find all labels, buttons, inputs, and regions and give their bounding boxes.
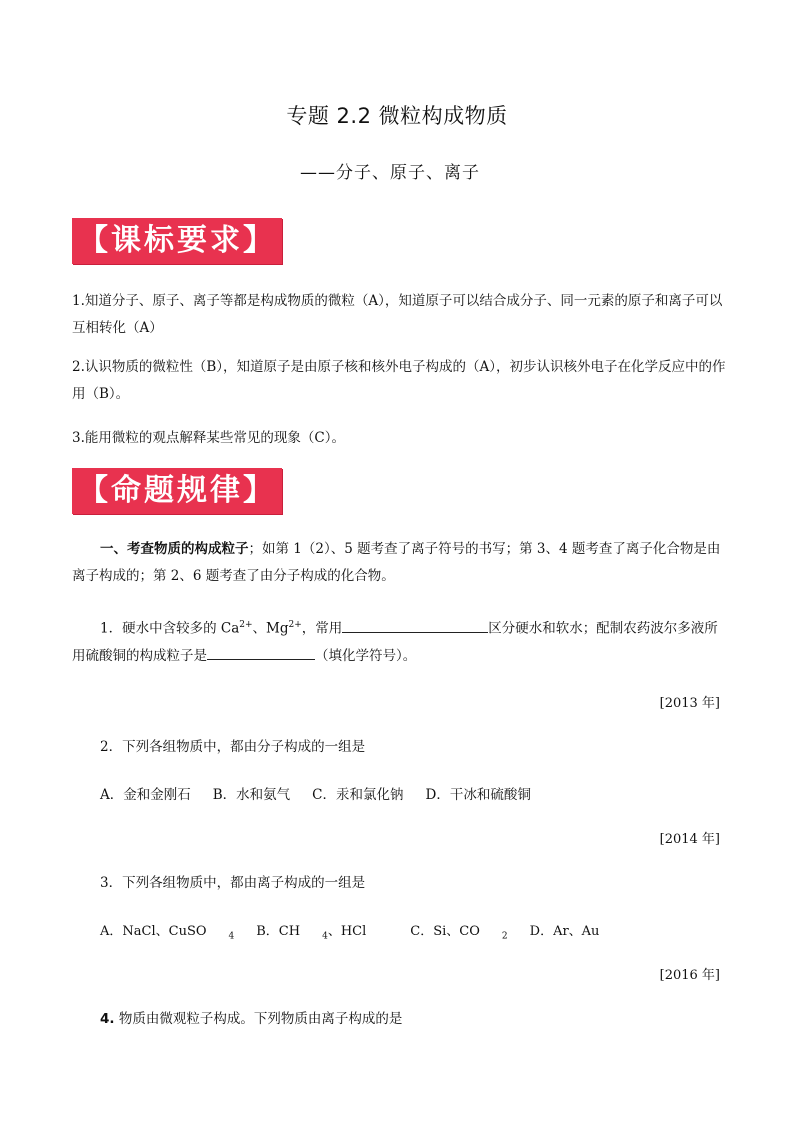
question-4 xyxy=(72,1006,727,1033)
page-title: 专题 2.2 微粒构成物质 xyxy=(286,104,508,128)
q1-text-b: 、Mg xyxy=(252,620,289,637)
q3-option-d[interactable]: D．Ar、Au xyxy=(529,924,600,939)
requirement-item-3: 3.能用微粒的观点解释某些常见的现象（C）。 xyxy=(72,430,345,446)
q3-options xyxy=(100,920,621,942)
q2-option-a[interactable]: A．金和金刚石 xyxy=(100,787,191,803)
q2-option-b[interactable]: B．水和氨气 xyxy=(212,787,291,803)
q2-option-c[interactable]: C．汞和氯化钠 xyxy=(312,787,404,803)
q4-number: 4. xyxy=(100,1011,115,1027)
q2-year: [2014 年] xyxy=(659,832,720,847)
pattern-paragraph xyxy=(72,536,727,590)
q3-option-a[interactable]: A．NaCl、CuSO $_4$ xyxy=(100,924,235,942)
q1-text-a: 1．硬水中含较多的 Ca xyxy=(100,620,240,637)
q1-year: [2013 年] xyxy=(659,696,720,711)
banner-requirements: 【课标要求】 xyxy=(72,218,282,264)
q3-option-b[interactable]: B．CH $_4$、HCl xyxy=(256,924,367,942)
banner-patterns: 【命题规律】 xyxy=(72,468,282,514)
question-2: 2．下列各组物质中，都由分子构成的一组是 xyxy=(100,739,366,755)
q4-stem: 物质由微观粒子构成。下列物质由离子构成的是 xyxy=(114,1011,403,1027)
q2-option-d[interactable]: D．干冰和硫酸铜 xyxy=(425,787,531,803)
page-subtitle: ——分子、原子、离子 xyxy=(300,163,480,183)
q1-text-f: （填化学符号）。 xyxy=(315,647,417,664)
pattern-heading: 一、考查物质的构成粒子 xyxy=(100,541,249,557)
pattern-text: ；如第 1（2）、5 题考查了离子符号的书写；第 3、4 题考查了离子化合物是由离子构成的；第 2、6 题考查了由分子构成的化合物。 xyxy=(72,541,721,584)
q1-sup-mg: 2+ xyxy=(288,620,302,630)
q1-blank-2[interactable] xyxy=(207,658,315,660)
q3-option-c[interactable]: C．Si、CO $_2$ xyxy=(410,924,508,942)
question-3: 3．下列各组物质中，都由离子构成的一组是 xyxy=(100,875,366,891)
q2-options xyxy=(100,783,553,803)
question-1 xyxy=(72,612,727,670)
q1-sup-ca: 2+ xyxy=(239,620,253,630)
requirement-item-1: 1.知道分子、原子、离子等都是构成物质的微粒（A），知道原子可以结合成分子、同一元素的原子和离子可以互相转化（A） xyxy=(72,293,723,336)
requirement-item-2: 2.认识物质的微粒性（B），知道原子是由原子核和核外电子构成的（A），初步认识核外电子在化学反应中的作用（B）。 xyxy=(72,359,726,402)
q1-text-c: ，常用 xyxy=(301,620,343,637)
q1-text-e: 用硫酸铜的构成粒子是 xyxy=(72,647,207,664)
q1-text-d: 区分硬水和软水；配制农药波尔多液所 xyxy=(488,620,718,637)
q1-blank-1[interactable] xyxy=(342,631,488,633)
q3-year: [2016 年] xyxy=(659,968,720,983)
